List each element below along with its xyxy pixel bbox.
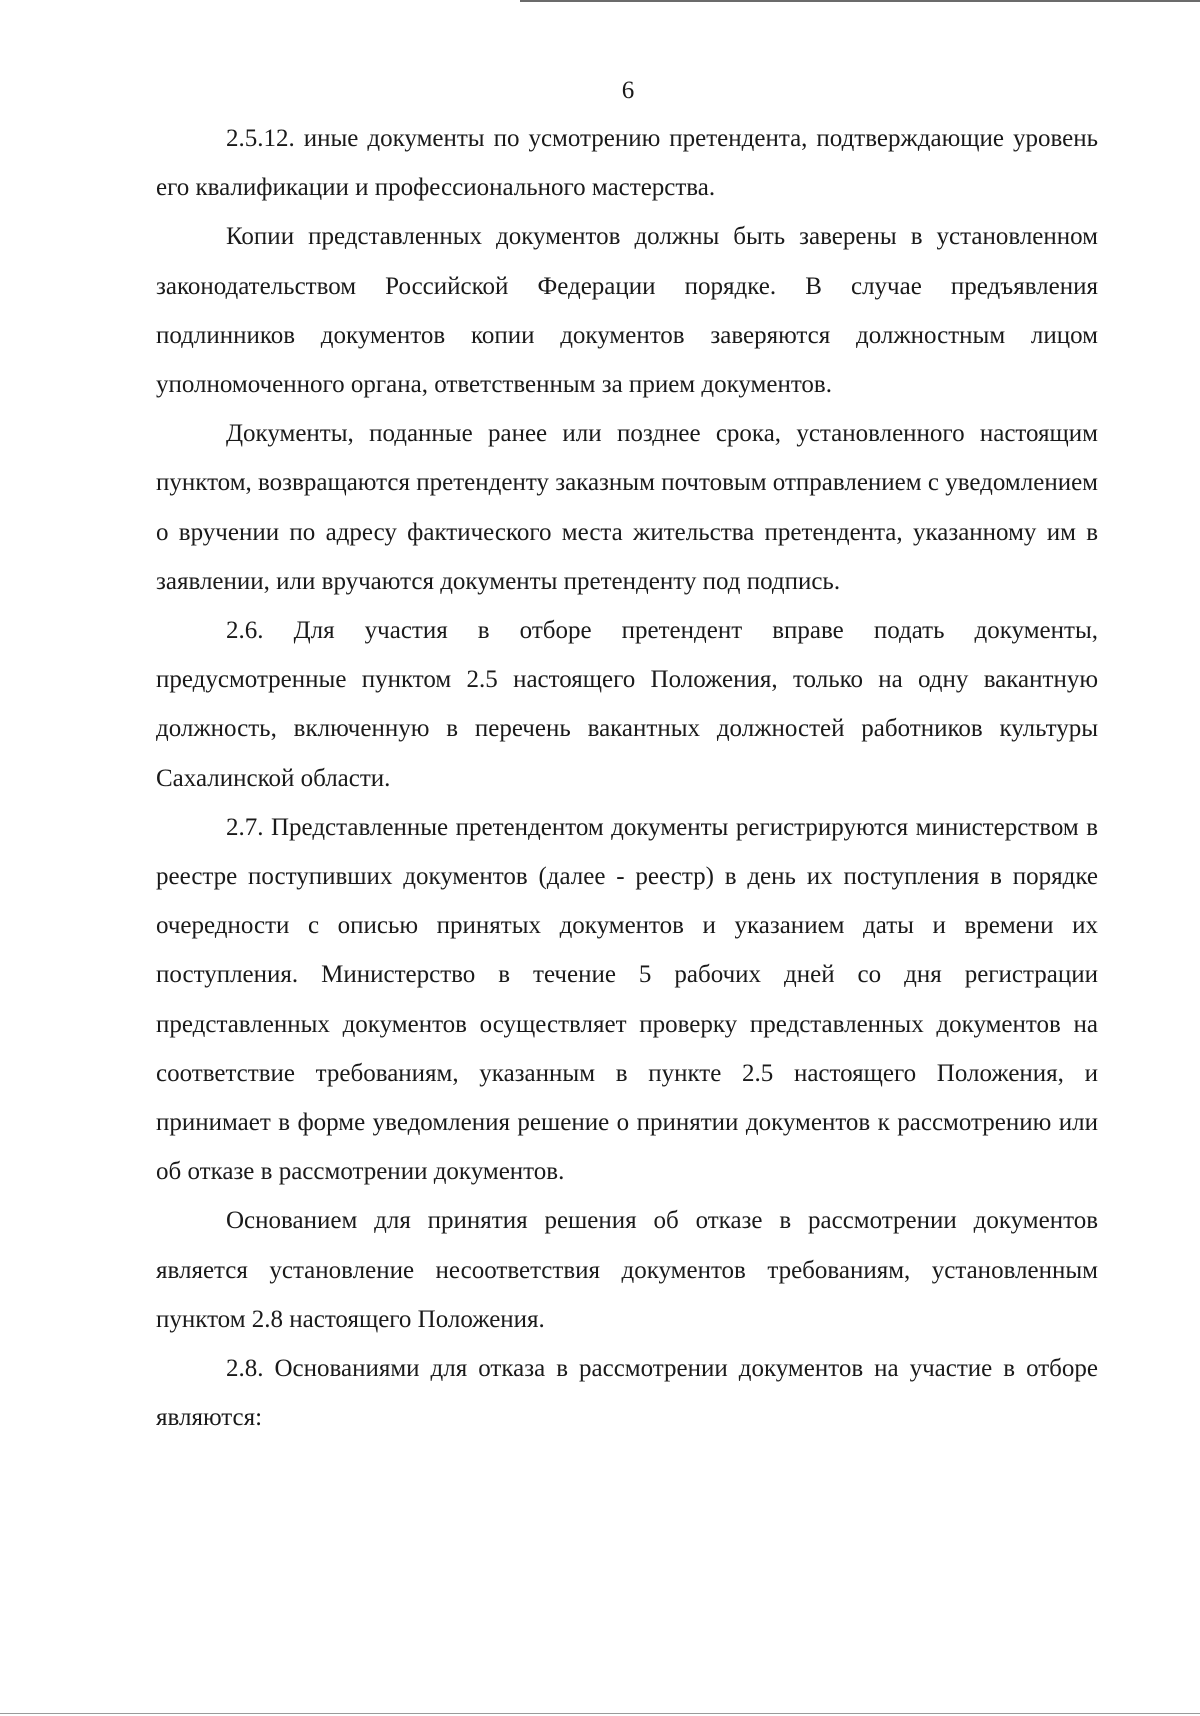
- paragraph-2-5-12: 2.5.12. иные документы по усмотрению претендента, подтверждающие уровень его квалификации и профессионального мастерства.: [156, 125, 1098, 202]
- paragraph-copies-certification: Копии представленных документов должны быть заверены в установленном законодательством Российской Федерации порядке. В случае предъявления подлинников документов копии документов заверяются должностным лицом уполномоченного органа, ответственным за прием документов.: [156, 223, 1098, 399]
- paragraph-refusal-basis: Основанием для принятия решения об отказе в рассмотрении документов является установление несоответствия документов требованиям, установленным пунктом 2.8 настоящего Положения.: [156, 1207, 1098, 1333]
- paragraph-2-6: 2.6. Для участия в отборе претендент вправе подать документы, предусмотренные пунктом 2.5 настоящего Положения, только на одну вакантную должность, включенную в перечень вакантных должностей работников культуры Сахалинской области.: [156, 617, 1098, 792]
- top-edge-line: [520, 0, 1200, 2]
- document-body: [156, 114, 1098, 1442]
- paragraph-2-7: 2.7. Представленные претендентом документы регистрируются министерством в реестре поступивших документов (далее - реестр) в день их поступления в порядке очередности с описью принятых документов и указанием даты и времени их поступления. Министерство в течение 5 рабочих дней со дня регистрации представленных документов осуществляет проверку представленных документов на соответствие требованиям, указанным в пункте 2.5 настоящего Положения, и принимает в форме уведомления решение о принятии документов к рассмотрению или об отказе в рассмотрении документов.: [156, 813, 1098, 1186]
- paragraph-documents-returned: Документы, поданные ранее или позднее срока, установленного настоящим пунктом, возвращаются претенденту заказным почтовым отправлением с уведомлением о вручении по адресу фактического места жительства претендента, указанному им в заявлении, или вручаются документы претенденту под подпись.: [156, 420, 1098, 595]
- page-number: 6: [621, 77, 635, 104]
- bottom-edge-line: [0, 1713, 1200, 1714]
- paragraph-2-8: 2.8. Основаниями для отказа в рассмотрении документов на участие в отборе являются:: [156, 1355, 1098, 1432]
